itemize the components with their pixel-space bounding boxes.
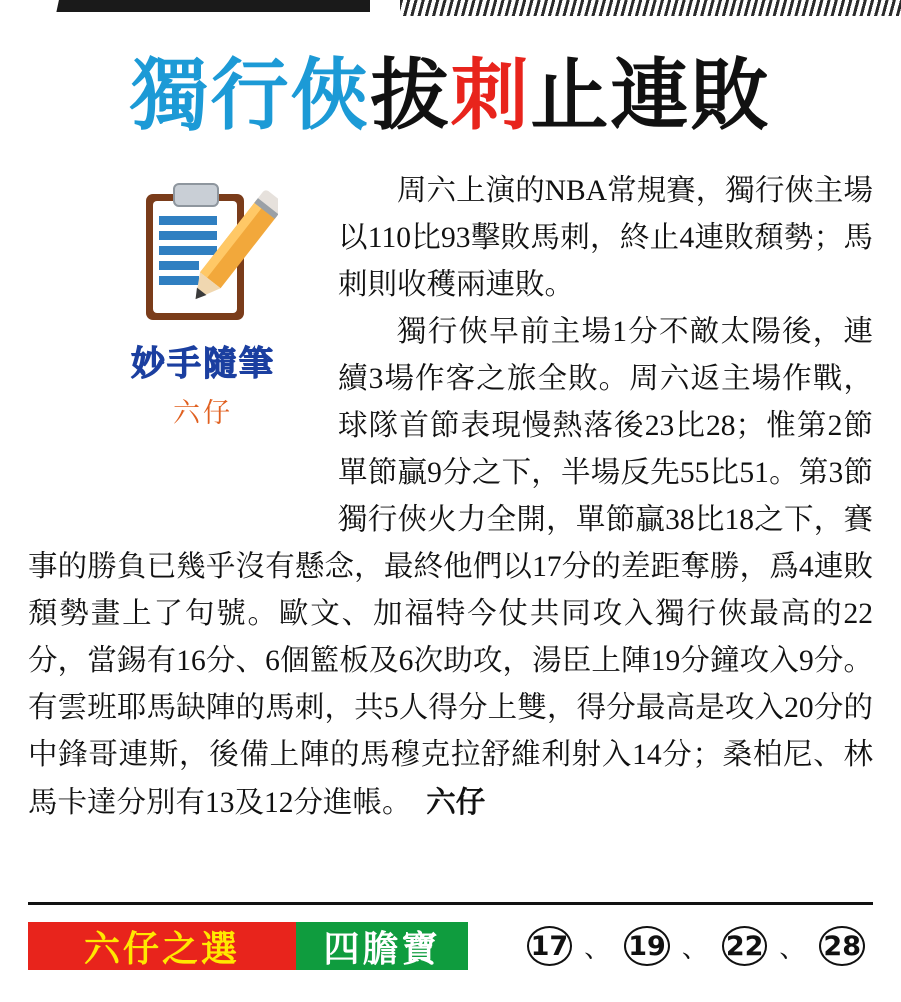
top-decoration-bar bbox=[0, 0, 901, 30]
column-logo-block bbox=[92, 172, 314, 430]
pick-number: 28 bbox=[819, 926, 865, 966]
banner-numbers bbox=[468, 926, 873, 966]
banner-label-red: 六仔之選 bbox=[28, 922, 296, 970]
picks-banner bbox=[28, 918, 873, 974]
column-author: 六仔 bbox=[173, 398, 233, 429]
deco-black-shape bbox=[56, 0, 363, 12]
article-paragraph-1: 周六上演的NBA常規賽，獨行俠主場以110比93擊敗馬刺，終止4連敗頹勢；馬刺則收穫兩連敗。 bbox=[338, 175, 873, 301]
headline-part-verb: 拔 bbox=[370, 51, 451, 141]
deco-black-shape-small bbox=[330, 0, 370, 12]
article-paragraph-2-text: 獨行俠早前主場1分不敵太陽後，連續3場作客之旅全敗。周六返主場作戰，球隊首節表現慢熱落後23比28；惟第2節單節贏9分之下，半場反先55比51。第3節獨行俠火力全開，單節贏38比18之下，賽事的勝負已幾乎沒有懸念，最終他們以17分的差距奪勝，爲4連敗頹勢畫上了句號。歐文、加福特今仗共同攻入獨行俠最高的22分，當錫有16分、6個籃板及6次助攻，湯臣上陣19分鐘攻入9分。有雲班耶馬缺陣的馬刺，共5人得分上雙，得分最高是攻入20分的中鋒哥連斯，後備上陣的馬穆克拉舒維利射入14分；桑柏尼、林馬卡達分別有13及12分進帳。 bbox=[28, 316, 873, 819]
banner-label-green: 四膽寶 bbox=[296, 922, 468, 970]
page-title bbox=[0, 48, 901, 144]
pick-number: 19 bbox=[624, 926, 670, 966]
pick-separator: 、 bbox=[584, 933, 611, 964]
column-title: 妙手隨筆 bbox=[131, 344, 275, 384]
headline-part-tail: 止連敗 bbox=[530, 51, 771, 141]
deco-hatch-stripes bbox=[400, 0, 901, 16]
headline-part-team: 獨行俠 bbox=[130, 51, 371, 141]
pick-separator: 、 bbox=[779, 933, 806, 964]
pick-number: 17 bbox=[527, 926, 573, 966]
headline-part-highlight: 刺 bbox=[450, 51, 531, 141]
banner-divider bbox=[28, 902, 873, 905]
pick-separator: 、 bbox=[681, 933, 708, 964]
clipboard-pencil-icon bbox=[128, 176, 278, 326]
article-signature: 六仔 bbox=[426, 785, 486, 819]
pick-number: 22 bbox=[722, 926, 768, 966]
